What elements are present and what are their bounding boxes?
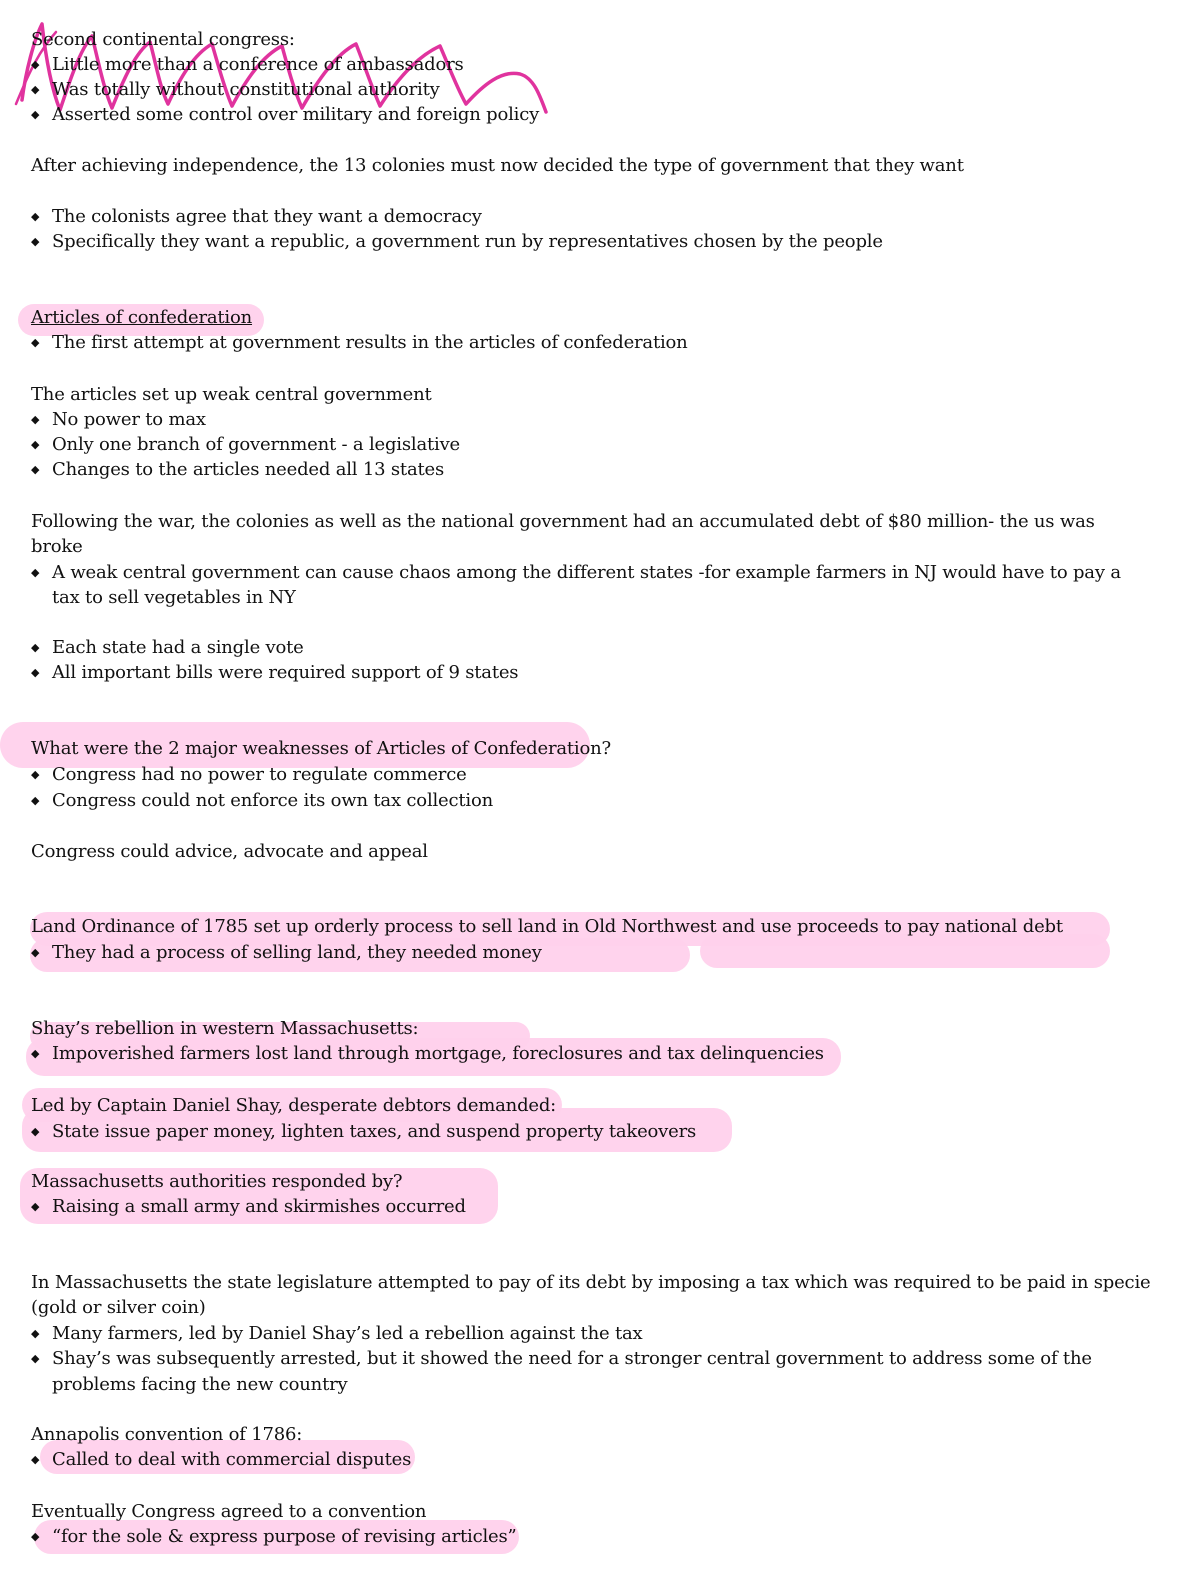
bullet-continuation: tax to sell vegetables in NY bbox=[52, 587, 296, 608]
bullet-item: ◆ Raising a small army and skirmishes occurred bbox=[31, 1194, 466, 1220]
section-heading: Shay’s rebellion in western Massachusetts: bbox=[31, 1018, 419, 1039]
bullet-continuation: problems facing the new country bbox=[52, 1374, 348, 1395]
bullet-icon: ◆ bbox=[31, 1453, 40, 1466]
section-heading: Second continental congress: bbox=[31, 29, 295, 50]
bullet-icon: ◆ bbox=[31, 1125, 40, 1138]
bullet-icon: ◆ bbox=[31, 1352, 40, 1365]
bullet-icon: ◆ bbox=[31, 641, 40, 654]
paragraph: After achieving independence, the 13 colonies must now decided the type of government that they want bbox=[31, 155, 964, 176]
bullet-icon: ◆ bbox=[31, 1200, 40, 1213]
paragraph: In Massachusetts the state legislature attempted to pay of its debt by imposing a tax which was required to be paid in specie bbox=[31, 1272, 1151, 1293]
bullet-item: ◆ They had a process of selling land, they needed money bbox=[31, 940, 542, 966]
section-heading: The articles set up weak central government bbox=[31, 384, 432, 405]
section-heading: Articles of confederation bbox=[31, 307, 253, 328]
bullet-icon: ◆ bbox=[31, 946, 40, 959]
bullet-item: ◆ Congress could not enforce its own tax collection bbox=[31, 788, 493, 814]
bullet-icon: ◆ bbox=[31, 58, 40, 71]
bullet-icon: ◆ bbox=[31, 768, 40, 781]
section-heading: Massachusetts authorities responded by? bbox=[31, 1171, 403, 1192]
section-heading: Land Ordinance of 1785 set up orderly process to sell land in Old Northwest and use proceeds to pay national debt bbox=[31, 916, 1063, 937]
bullet-item: ◆ State issue paper money, lighten taxes, and suspend property takeovers bbox=[31, 1119, 696, 1145]
bullet-icon: ◆ bbox=[31, 666, 40, 679]
bullet-item: ◆ All important bills were required support of 9 states bbox=[31, 660, 518, 686]
paragraph: Following the war, the colonies as well as the national government had an accumulated debt of $80 million- the us was bbox=[31, 511, 1095, 532]
bullet-icon: ◆ bbox=[31, 794, 40, 807]
section-heading: Annapolis convention of 1786: bbox=[31, 1424, 303, 1445]
bullet-icon: ◆ bbox=[31, 1530, 40, 1543]
section-heading: What were the 2 major weaknesses of Articles of Confederation? bbox=[31, 738, 611, 759]
bullet-icon: ◆ bbox=[31, 210, 40, 223]
bullet-item: ◆ Called to deal with commercial disputes bbox=[31, 1447, 411, 1473]
bullet-item: ◆ Many farmers, led by Daniel Shay’s led a rebellion against the tax bbox=[31, 1321, 642, 1347]
bullet-icon: ◆ bbox=[31, 235, 40, 248]
bullet-item: ◆ “for the sole & express purpose of revising articles” bbox=[31, 1524, 517, 1550]
bullet-item: ◆ Impoverished farmers lost land through mortgage, foreclosures and tax delinquencies bbox=[31, 1041, 824, 1067]
section-heading: Led by Captain Daniel Shay, desperate debtors demanded: bbox=[31, 1095, 557, 1116]
bullet-item: ◆ Asserted some control over military and foreign policy bbox=[31, 102, 539, 128]
bullet-icon: ◆ bbox=[31, 413, 40, 426]
bullet-icon: ◆ bbox=[31, 1047, 40, 1060]
bullet-icon: ◆ bbox=[31, 108, 40, 121]
bullet-item: ◆ Only one branch of government - a legislative bbox=[31, 432, 460, 458]
bullet-icon: ◆ bbox=[31, 1327, 40, 1340]
bullet-icon: ◆ bbox=[31, 463, 40, 476]
paragraph: (gold or silver coin) bbox=[31, 1297, 206, 1318]
bullet-icon: ◆ bbox=[31, 438, 40, 451]
paragraph: broke bbox=[31, 536, 83, 557]
section-heading: Eventually Congress agreed to a convention bbox=[31, 1501, 427, 1522]
bullet-icon: ◆ bbox=[31, 336, 40, 349]
bullet-item: ◆ Little more than a conference of ambassadors bbox=[31, 52, 464, 78]
bullet-item: ◆ A weak central government can cause chaos among the different states -for example farmers in NJ would have to pay a bbox=[31, 560, 1121, 586]
bullet-item: ◆ Each state had a single vote bbox=[31, 635, 304, 661]
bullet-icon: ◆ bbox=[31, 566, 40, 579]
bullet-item: ◆ The first attempt at government results in the articles of confederation bbox=[31, 330, 688, 356]
bullet-item: ◆ No power to max bbox=[31, 407, 206, 433]
bullet-item: ◆ Specifically they want a republic, a government run by representatives chosen by the people bbox=[31, 229, 883, 255]
bullet-item: ◆ Congress had no power to regulate commerce bbox=[31, 762, 467, 788]
bullet-icon: ◆ bbox=[31, 83, 40, 96]
bullet-item: ◆ The colonists agree that they want a democracy bbox=[31, 204, 482, 230]
paragraph: Congress could advice, advocate and appeal bbox=[31, 841, 428, 862]
bullet-item: ◆ Was totally without constitutional authority bbox=[31, 77, 440, 103]
bullet-item: ◆ Changes to the articles needed all 13 states bbox=[31, 457, 444, 483]
bullet-item: ◆ Shay’s was subsequently arrested, but it showed the need for a stronger central government to address some of the bbox=[31, 1346, 1092, 1372]
